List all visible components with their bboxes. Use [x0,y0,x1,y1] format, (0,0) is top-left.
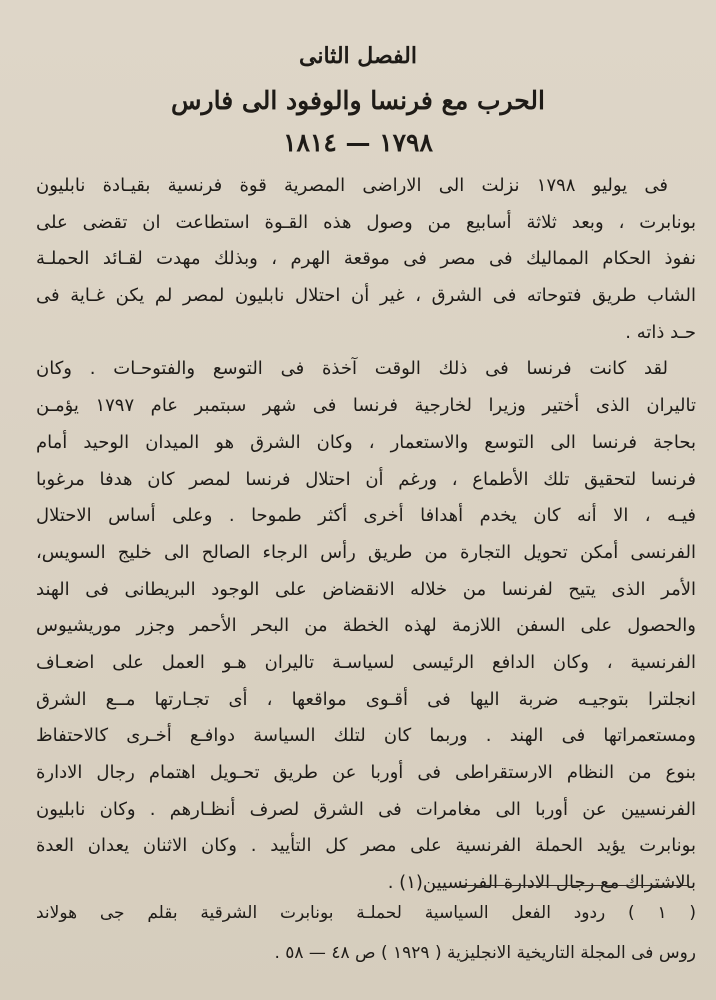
text-line: بحاجة فرنسا الى التوسع والاستعمار ، وكان الشرق هو الميدان الوحيد أمام [36,431,696,453]
text-line: فى يوليو ١٧٩٨ نزلت الى الاراضى المصرية قوة فرنسية بقيـادة نابليون [36,175,668,196]
footnote-line: ( ١ ) ردود الفعل السياسية لحملـة بونابرت الشرقية بقلم جى هولاند [36,903,696,923]
text-line: بنوع من النظام الارستقراطى فى أوربا عن طريق تحـويل اهتمام رجال الادارة [36,762,696,783]
text-line: حـد ذاته . [625,321,696,343]
text-line: الفرنسيين عن أوربا الى مغامرات فى الشرق لصرف أنظـارهم . وكان نابليون [36,798,696,820]
text-line: لقد كانت فرنسا فى ذلك الوقت آخذة فى التوسع والفتوحـات . وكان [36,358,668,380]
text-line: الفرنسى أمكن تحويل التجارة من طريق رأس الرجاء الصالح الى خليج السويس، [36,541,696,563]
text-line: بونابرت ، وبعد ثلاثة أسابيع من وصول هذه القـوة استطاعت ان تقضى على [36,211,696,233]
text-line: ومستعمراتها فى الهند . وربما كان لتلك السياسة دوافـع أخـرى كالاحتفاظ [36,725,696,747]
text-line: فرنسا لتحقيق تلك الأطماع ، ورغم أن احتلال فرنسا لمصر كان هدفا مرغوبا [36,468,696,490]
chapter-years: ١٧٩٨ — ١٨١٤ [283,128,433,157]
text-line: فيـه ، الا أنه كان يخدم أهدافا أخرى أكثر طموحا . وعلى أساس الاحتلال [36,505,696,527]
text-line: بونابرت يؤيد الحملة الفرنسية على مصر كل التأييد . وكان الاثنان يعدان العدة [36,835,696,857]
text-line: بالاشتراك مع رجال الادارة الفرنسيين(١) . [387,872,696,894]
chapter-title: الحرب مع فرنسا والوفود الى فارس [171,86,545,115]
text-line: نفوذ الحكام المماليك فى مصر فى موقعة الهرم ، وبذلك مهدت لقـائد الحملـة [36,248,696,270]
body-text [36,168,696,902]
footnote [36,893,696,973]
text-line: تاليران الذى أختير وزيرا لخارجية فرنسا فى شهر سبتمبر عام ١٧٩٧ يؤمـن [36,395,696,417]
footnote-divider [460,885,688,886]
chapter-heading: الفصل الثانى [299,43,417,69]
text-line: الفرنسية ، وكان الدافع الرئيسى لسياسـة تاليران هـو العمل على اضعـاف [36,651,696,673]
text-line: الأمر الذى يتيح لفرنسا من خلاله الانقضاض على الوجود البريطانى فى الهند [36,578,696,600]
text-line: والحصول على السفن اللازمة لهذه الخطة من البحر الأحمر وجزر موريشيوس [36,615,696,637]
text-line: الشاب طريق فتوحاته فى الشرق ، غير أن احتلال نابليون لمصر لم يكن غـاية فى [36,285,696,307]
footnote-line: روس فى المجلة التاريخية الانجليزية ( ١٩٢٩ ) ص ٤٨ — ٥٨ . [274,943,696,963]
paragraph-2 [36,351,696,901]
paragraph-1 [36,168,696,351]
text-line: انجلترا بتوجيـه ضربة اليها فى أقـوى مواقعها ، أى تجـارتها مــع الشرق [36,688,696,710]
